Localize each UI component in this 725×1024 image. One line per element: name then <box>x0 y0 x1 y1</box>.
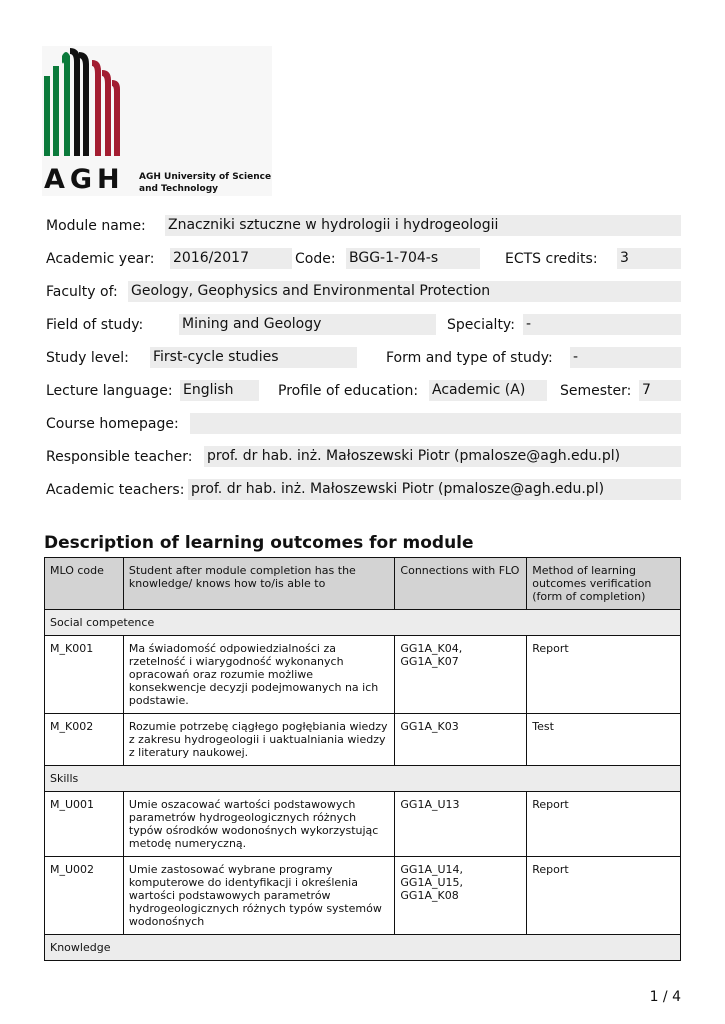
table-row <box>45 792 681 857</box>
form-type-label: Form and type of study: <box>386 350 553 366</box>
logo-emblem-icon <box>42 46 122 158</box>
study-level-value: First-cycle studies <box>150 347 357 368</box>
semester-value: 7 <box>639 380 681 401</box>
code-value: BGG-1-704-s <box>346 248 480 269</box>
agh-logo <box>42 46 272 196</box>
method-cell: Test <box>527 714 681 766</box>
academic-year-label: Academic year: <box>46 251 155 267</box>
method-cell: Report <box>527 857 681 935</box>
field-of-study-value: Mining and Geology <box>179 314 436 335</box>
row-homepage <box>46 413 681 435</box>
flo-cell: GG1A_K03 <box>395 714 527 766</box>
method-cell: Report <box>527 792 681 857</box>
flo-cell: GG1A_K04, GG1A_K07 <box>395 636 527 714</box>
logo-university-name: AGH University of Science and Technology <box>139 172 272 194</box>
homepage-label: Course homepage: <box>46 416 179 432</box>
row-faculty <box>46 281 681 303</box>
profile-label: Profile of education: <box>278 383 419 399</box>
description-cell: Umie oszacować wartości podstawowych parametrów hydrogeologicznych różnych typów ośrodków wodonośnych wykorzystując metodę numeryczną. <box>123 792 395 857</box>
table-row <box>45 636 681 714</box>
row-academic-year <box>46 248 681 270</box>
ects-label: ECTS credits: <box>505 251 598 267</box>
academic-year-value: 2016/2017 <box>170 248 292 269</box>
description-cell: Umie zastosować wybrane programy komputerowe do identyfikacji i określenia wartości podstawowych parametrów hydrogeologicznych różnych typów systemów wodonośnych <box>123 857 395 935</box>
learning-outcomes-table <box>44 557 681 961</box>
section-title-cell: Social competence <box>45 610 681 636</box>
header-method: Method of learning outcomes verification (form of completion) <box>527 558 681 610</box>
section-title-cell: Skills <box>45 766 681 792</box>
row-responsible-teacher <box>46 446 681 468</box>
description-cell: Rozumie potrzebę ciągłego pogłębiania wiedzy z zakresu hydrogeologii i uaktualniania wiedzy z literatury naukowej. <box>123 714 395 766</box>
row-academic-teachers <box>46 479 681 501</box>
responsible-teacher-value: prof. dr hab. inż. Małoszewski Piotr (pmalosze@agh.edu.pl) <box>204 446 681 467</box>
logo-wordmark: AGH <box>44 164 125 195</box>
academic-teachers-value: prof. dr hab. inż. Małoszewski Piotr (pmalosze@agh.edu.pl) <box>188 479 681 500</box>
table-header-row <box>45 558 681 610</box>
description-cell: Ma świadomość odpowiedzialności za rzetelność i wiarygodność wykonanych opracowań oraz rozumie możliwe konsekwencje decyzji podejmowanych na ich podstawie. <box>123 636 395 714</box>
row-module-name <box>46 215 681 237</box>
ects-value: 3 <box>617 248 681 269</box>
flo-cell: GG1A_U13 <box>395 792 527 857</box>
row-lecture-language <box>46 380 681 402</box>
table-row <box>45 857 681 935</box>
code-label: Code: <box>295 251 336 267</box>
flo-cell: GG1A_U14, GG1A_U15, GG1A_K08 <box>395 857 527 935</box>
mlo-code-cell: M_U001 <box>45 792 124 857</box>
semester-label: Semester: <box>560 383 632 399</box>
table-row <box>45 714 681 766</box>
specialty-value: - <box>523 314 681 335</box>
section-row-knowledge <box>45 935 681 961</box>
profile-value: Academic (A) <box>429 380 547 401</box>
row-study-level <box>46 347 681 369</box>
header-description: Student after module completion has the knowledge/ knows how to/is able to <box>123 558 395 610</box>
method-cell: Report <box>527 636 681 714</box>
academic-teachers-label: Academic teachers: <box>46 482 185 498</box>
mlo-code-cell: M_U002 <box>45 857 124 935</box>
section-row-skills <box>45 766 681 792</box>
lecture-language-value: English <box>180 380 259 401</box>
study-level-label: Study level: <box>46 350 129 366</box>
row-field-of-study <box>46 314 681 336</box>
module-name-value: Znaczniki sztuczne w hydrologii i hydrogeologii <box>165 215 681 236</box>
lecture-language-label: Lecture language: <box>46 383 173 399</box>
mlo-code-cell: M_K001 <box>45 636 124 714</box>
section-row-social <box>45 610 681 636</box>
module-name-label: Module name: <box>46 218 146 234</box>
header-flo: Connections with FLO <box>395 558 527 610</box>
mlo-code-cell: M_K002 <box>45 714 124 766</box>
form-type-value: - <box>570 347 681 368</box>
header-mlo-code: MLO code <box>45 558 124 610</box>
specialty-label: Specialty: <box>447 317 515 333</box>
section-title-cell: Knowledge <box>45 935 681 961</box>
section-title: Description of learning outcomes for module <box>44 533 474 553</box>
field-of-study-label: Field of study: <box>46 317 144 333</box>
page-number: 1 / 4 <box>649 989 681 1005</box>
responsible-teacher-label: Responsible teacher: <box>46 449 193 465</box>
faculty-value: Geology, Geophysics and Environmental Protection <box>128 281 681 302</box>
faculty-label: Faculty of: <box>46 284 118 300</box>
homepage-value <box>190 413 681 434</box>
